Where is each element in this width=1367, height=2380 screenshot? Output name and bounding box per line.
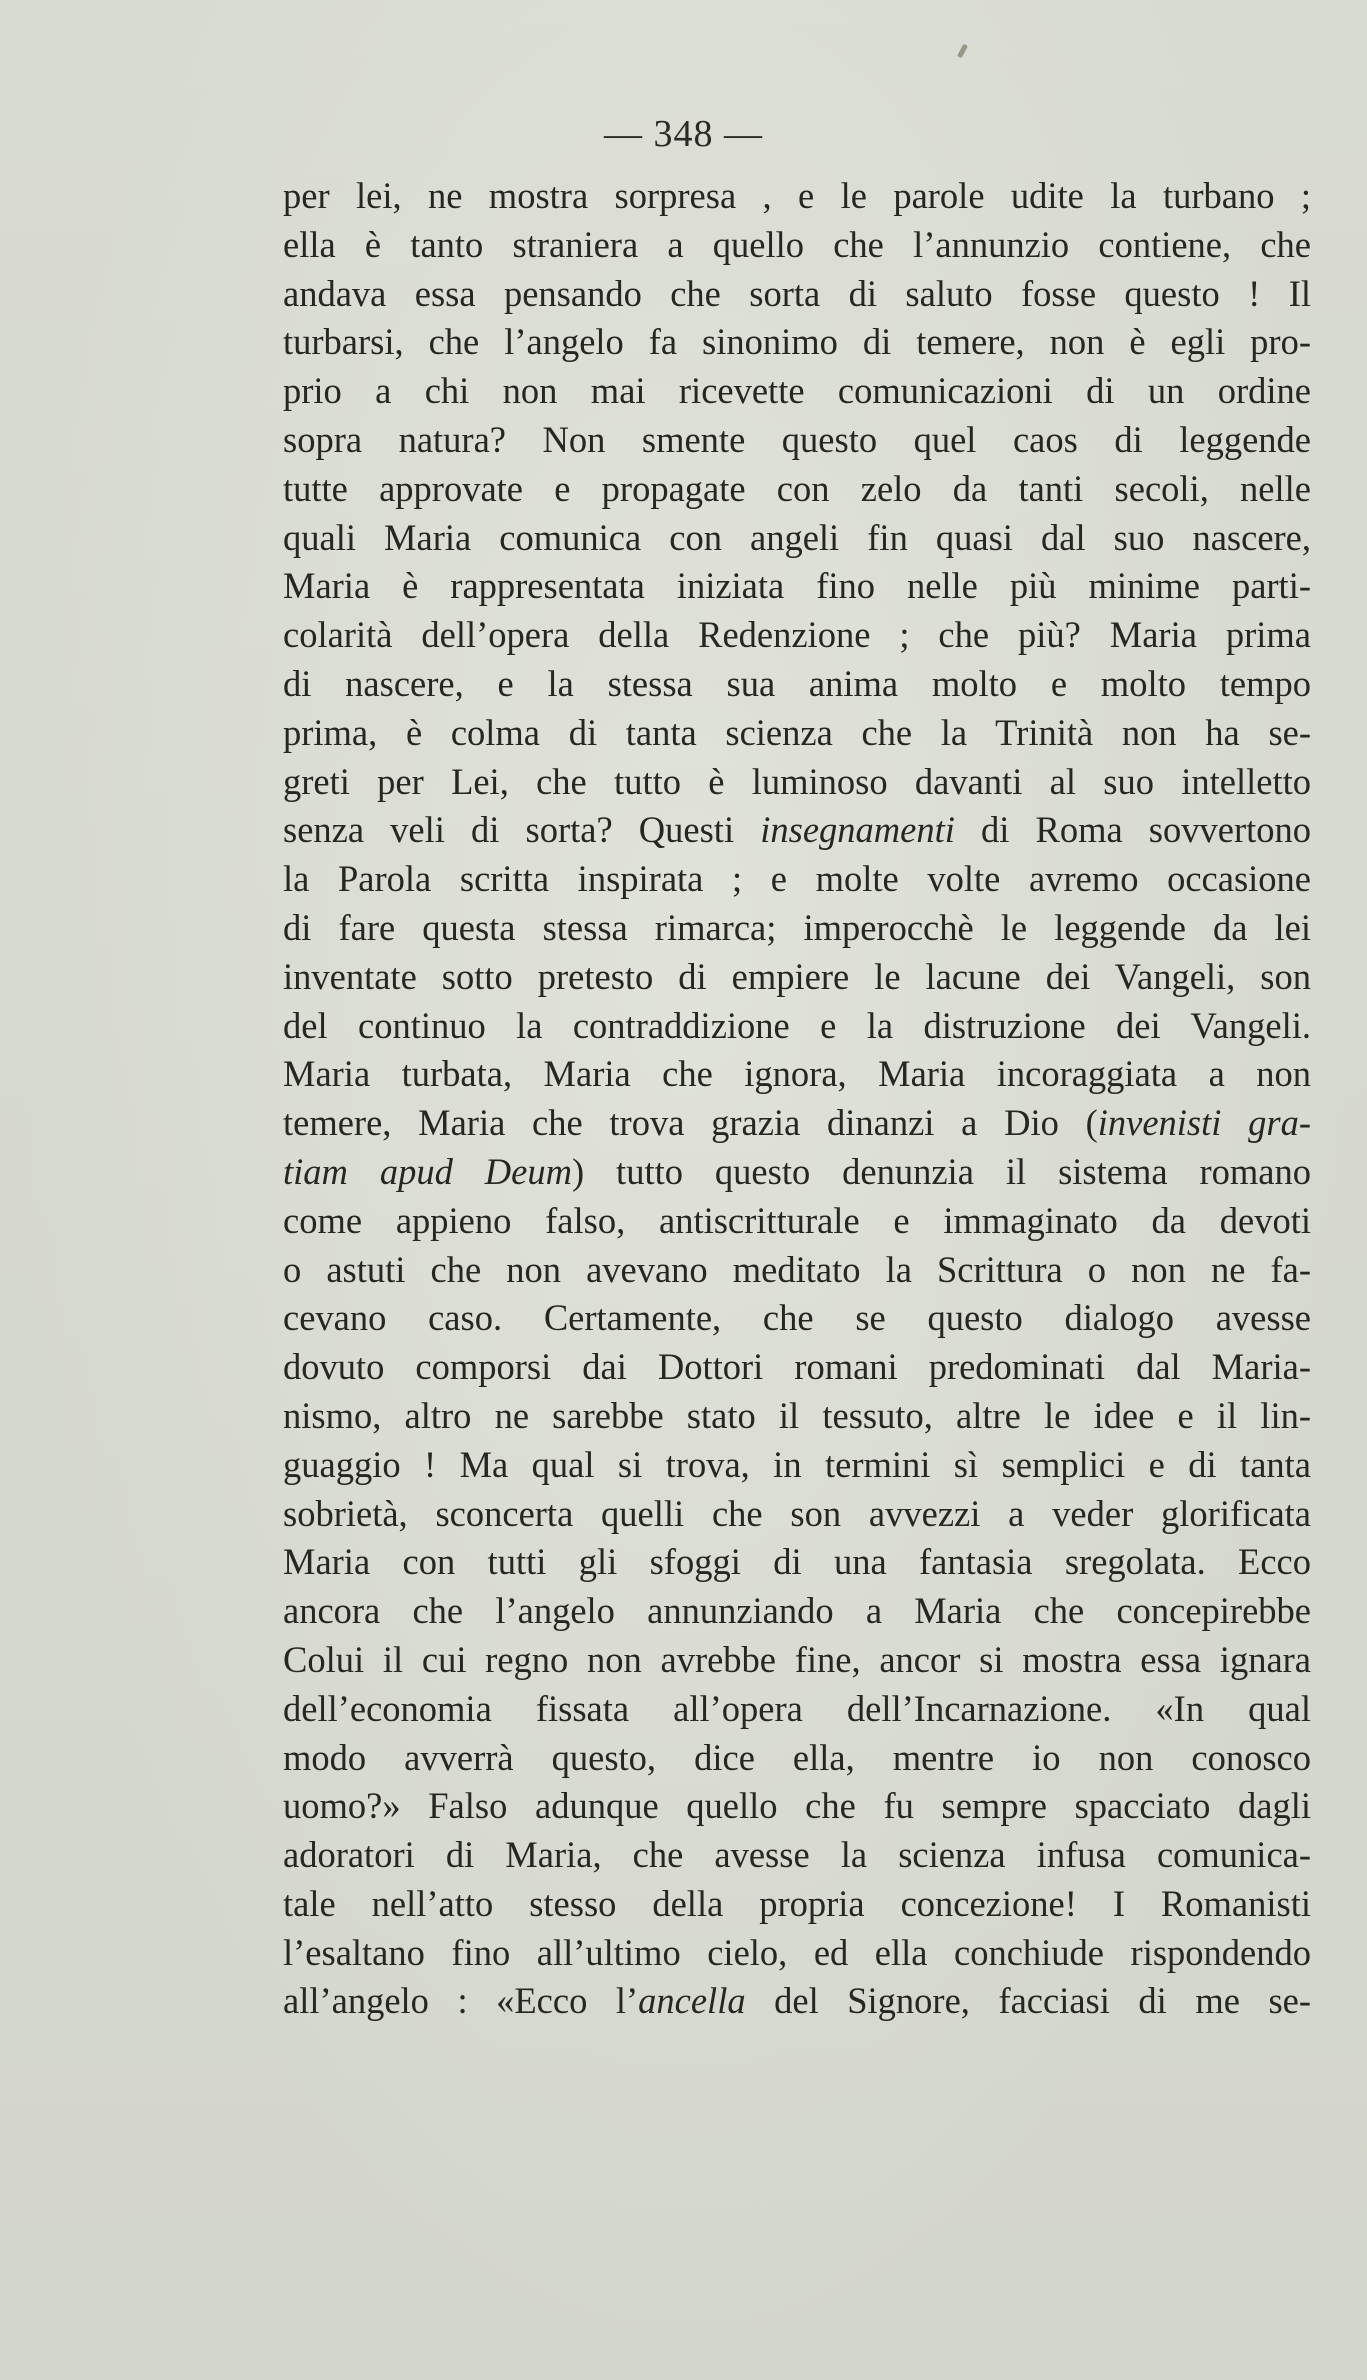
text-run: dell’economia fissata all’opera dell’Incarnazione. «In qual [283, 1687, 1311, 1729]
text-run: prio a chi non mai ricevette comunicazioni di un ordine [283, 370, 1311, 412]
text-run: adoratori di Maria, che avesse la scienza infusa comunica- [283, 1834, 1311, 1876]
italic-text: ancella [638, 1980, 746, 2022]
text-line [283, 904, 1311, 953]
text-run: ) tutto questo denunzia il sistema romano [571, 1150, 1311, 1192]
text-line [283, 806, 1311, 855]
text-line [283, 416, 1311, 465]
text-run: turbarsi, che l’angelo fa sinonimo di temere, non è egli pro- [283, 321, 1311, 363]
text-run: di fare questa stessa rimarca; imperocchè le leggende da lei [283, 906, 1311, 948]
text-run: sopra natura? Non smente questo quel caos di leggende [283, 418, 1311, 460]
text-run: di Roma sovvertono [954, 809, 1311, 851]
text-line [283, 1734, 1311, 1783]
italic-text: invenisti gra- [1097, 1102, 1311, 1144]
text-run: Colui il cui regno non avrebbe fine, ancor si mostra essa ignara [283, 1638, 1311, 1680]
text-run: del continuo la contraddizione e la distruzione dei Vangeli. [283, 1004, 1311, 1046]
text-run: uomo?» Falso adunque quello che fu sempre spacciato dagli [283, 1785, 1311, 1827]
text-line [283, 514, 1311, 563]
text-line [283, 465, 1311, 514]
text-line [283, 953, 1311, 1002]
text-run: colarità dell’opera della Redenzione ; che più? Maria prima [283, 614, 1311, 656]
text-run: come appieno falso, antiscritturale e immaginato da devoti [283, 1199, 1311, 1241]
italic-text: tiam apud Deum [283, 1150, 572, 1192]
text-run: prima, è colma di tanta scienza che la Trinità non ha se- [283, 711, 1311, 753]
text-line [283, 318, 1311, 367]
text-run: Maria con tutti gli sfoggi di una fantasia sregolata. Ecco [283, 1541, 1311, 1583]
text-run: quali Maria comunica con angeli fin quasi dal suo nascere, [283, 516, 1311, 558]
text-line [283, 1392, 1311, 1441]
text-line [283, 1636, 1311, 1685]
text-line [283, 270, 1311, 319]
page-number: — 348 — [604, 113, 763, 155]
text-line [283, 660, 1311, 709]
text-line [283, 1099, 1311, 1148]
body-text [283, 172, 1311, 2026]
text-run: Maria è rappresentata iniziata fino nelle più minime parti- [283, 565, 1311, 607]
text-line [283, 611, 1311, 660]
text-line [283, 1977, 1311, 2026]
text-line [283, 855, 1311, 904]
text-line [283, 1002, 1311, 1051]
text-line [283, 1782, 1311, 1831]
text-run: dovuto comporsi dai Dottori romani predominati dal Maria- [283, 1346, 1311, 1388]
text-line [283, 1831, 1311, 1880]
text-run: all’angelo : «Ecco l’ [283, 1980, 639, 2022]
text-line [283, 1050, 1311, 1099]
text-run: del Signore, facciasi di me se- [745, 1980, 1312, 2022]
text-run: ella è tanto straniera a quello che l’annunzio contiene, che [283, 223, 1311, 265]
text-line [283, 562, 1311, 611]
text-run: per lei, ne mostra sorpresa , e le parole udite la turbano ; [283, 175, 1311, 216]
text-line [283, 1294, 1311, 1343]
text-run: nismo, altro ne sarebbe stato il tessuto, altre le idee e il lin- [283, 1394, 1311, 1436]
text-line [283, 1441, 1311, 1490]
text-line [283, 1490, 1311, 1539]
text-run: o astuti che non avevano meditato la Scrittura o non ne fa- [283, 1248, 1311, 1290]
text-line [283, 1246, 1311, 1295]
text-line [283, 1685, 1311, 1734]
text-line [283, 709, 1311, 758]
text-line [283, 221, 1311, 270]
text-run: Maria turbata, Maria che ignora, Maria incoraggiata a non [283, 1053, 1311, 1095]
text-run: guaggio ! Ma qual si trova, in termini sì semplici e di tanta [283, 1443, 1311, 1485]
text-line [283, 1538, 1311, 1587]
text-run: ancora che l’angelo annunziando a Maria che concepirebbe [283, 1590, 1311, 1632]
text-line [283, 1929, 1311, 1978]
text-run: inventate sotto pretesto di empiere le lacune dei Vangeli, son [283, 955, 1311, 997]
text-line [283, 1587, 1311, 1636]
text-run: di nascere, e la stessa sua anima molto e molto tempo [283, 662, 1311, 704]
text-run: senza veli di sorta? Questi [283, 809, 761, 851]
text-line [283, 1148, 1311, 1197]
text-run: andava essa pensando che sorta di saluto fosse questo ! Il [283, 272, 1311, 314]
text-run: cevano caso. Certamente, che se questo dialogo avesse [283, 1297, 1311, 1339]
text-run: sobrietà, sconcerta quelli che son avvezzi a veder glorificata [283, 1492, 1311, 1534]
text-line [283, 1343, 1311, 1392]
text-line [283, 367, 1311, 416]
ink-speck [957, 44, 968, 59]
text-run: temere, Maria che trova grazia dinanzi a Dio ( [283, 1102, 1098, 1144]
text-line [283, 1197, 1311, 1246]
text-run: tutte approvate e propagate con zelo da tanti secoli, nelle [283, 467, 1311, 509]
text-line [283, 758, 1311, 807]
text-run: greti per Lei, che tutto è luminoso davanti al suo intelletto [283, 760, 1311, 802]
italic-text: insegnamenti [760, 809, 955, 851]
text-run: la Parola scritta inspirata ; e molte volte avremo occasione [283, 858, 1311, 900]
text-line [283, 1880, 1311, 1929]
text-line [283, 172, 1311, 221]
text-run: modo avverrà questo, dice ella, mentre io non conosco [283, 1736, 1311, 1778]
text-run: tale nell’atto stesso della propria concezione! I Romanisti [283, 1882, 1311, 1924]
text-run: l’esaltano fino all’ultimo cielo, ed ella conchiude rispondendo [283, 1931, 1311, 1973]
